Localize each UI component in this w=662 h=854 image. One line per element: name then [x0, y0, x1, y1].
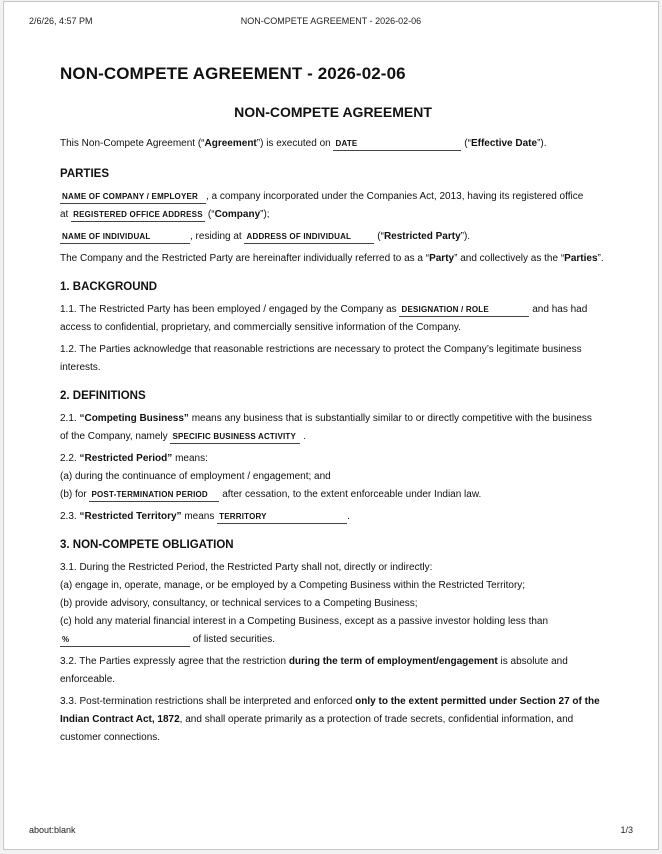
document-body — [60, 60, 606, 751]
clause-2-3: 2.3. “Restricted Territory” means TERRITORY . — [60, 511, 350, 522]
agreement-heading: NON-COMPETE AGREEMENT — [234, 104, 432, 120]
clause-3-2: 3.2. The Parties expressly agree that the restriction during the term of employment/engagement is absolute and enforceable. — [60, 656, 568, 685]
business-activity-field[interactable]: SPECIFIC BUSINESS ACTIVITY — [170, 431, 300, 444]
territory-field[interactable]: TERRITORY — [217, 511, 347, 524]
print-timestamp: 2/6/26, 4:57 PM — [29, 16, 93, 26]
clause-2-1-cont: of the Company, namely SPECIFIC BUSINESS ACTIVITY . — [60, 431, 306, 442]
company-name-field[interactable]: NAME OF COMPANY / EMPLOYER — [60, 191, 206, 204]
obligation-heading: 3. NON-COMPETE OBLIGATION — [60, 539, 234, 551]
document-title: NON-COMPETE AGREEMENT - 2026-02-06 — [60, 64, 406, 83]
print-header-title: NON-COMPETE AGREEMENT - 2026-02-06 — [240, 16, 422, 26]
post-termination-period-field[interactable]: POST-TERMINATION PERIOD — [89, 489, 219, 502]
parties-heading: PARTIES — [60, 168, 109, 180]
clause-3-1-b: (b) provide advisory, consultancy, or technical services to a Competing Business; — [60, 598, 418, 609]
clause-1-1-cont: access to confidential, proprietary, and commercially sensitive information of the Company. — [60, 322, 461, 333]
intro-paragraph: This Non-Compete Agreement (“Agreement”) is executed on DATE (“Effective Date”). — [60, 138, 547, 149]
document-page — [3, 1, 659, 850]
parties-definition: The Company and the Restricted Party are hereinafter individually referred to as a “Party” and collectively as the “Parties”. — [60, 253, 604, 264]
page-number: 1/3 — [620, 825, 633, 835]
clause-2-2-a: (a) during the continuance of employment / engagement; and — [60, 471, 331, 482]
office-clause: at REGISTERED OFFICE ADDRESS (“Company”); — [60, 209, 270, 220]
clause-2-2-b: (b) for POST-TERMINATION PERIOD after cessation, to the extent enforceable under Indian law. — [60, 489, 482, 500]
percent-field[interactable]: % — [60, 634, 190, 647]
clause-1-2: 1.2. The Parties acknowledge that reasonable restrictions are necessary to protect the Company’s legitimate business interests. — [60, 344, 582, 373]
individual-name-field[interactable]: NAME OF INDIVIDUAL — [60, 231, 190, 244]
clause-1-1: 1.1. The Restricted Party has been employed / engaged by the Company as DESIGNATION / ROLE and has had — [60, 304, 588, 315]
individual-clause: NAME OF INDIVIDUAL , residing at ADDRESS OF INDIVIDUAL (“Restricted Party”). — [62, 231, 471, 242]
clause-3-1-c-cont: % of listed securities. — [62, 634, 276, 645]
company-clause: NAME OF COMPANY / EMPLOYER , a company incorporated under the Companies Act, 2013, having its registered office — [62, 191, 584, 202]
clause-3-1: 3.1. During the Restricted Period, the Restricted Party shall not, directly or indirectly: — [60, 562, 433, 573]
clause-2-2: 2.2. “Restricted Period” means: — [60, 453, 208, 464]
registered-office-field[interactable]: REGISTERED OFFICE ADDRESS — [71, 209, 205, 222]
individual-address-field[interactable]: ADDRESS OF INDIVIDUAL — [244, 231, 374, 244]
clause-3-3: 3.3. Post-termination restrictions shall be interpreted and enforced only to the extent permitted under Section 27 of the Indian Contract Act, 1872, and shall operate primarily as a protection of trade secrets, confidential information, and customer connections. — [60, 696, 600, 743]
definitions-heading: 2. DEFINITIONS — [60, 390, 146, 402]
clause-3-1-a: (a) engage in, operate, manage, or be employed by a Competing Business within the Restricted Territory; — [60, 580, 526, 591]
date-field[interactable]: DATE — [333, 138, 461, 151]
background-heading: 1. BACKGROUND — [60, 281, 158, 293]
designation-field[interactable]: DESIGNATION / ROLE — [399, 304, 529, 317]
clause-2-1: 2.1. “Competing Business” means any business that is substantially similar to or directly competitive with the business — [60, 413, 592, 424]
clause-3-1-c: (c) hold any material financial interest in a Competing Business, except as a passive investor holding less than — [60, 616, 549, 627]
print-url: about:blank — [29, 825, 76, 835]
